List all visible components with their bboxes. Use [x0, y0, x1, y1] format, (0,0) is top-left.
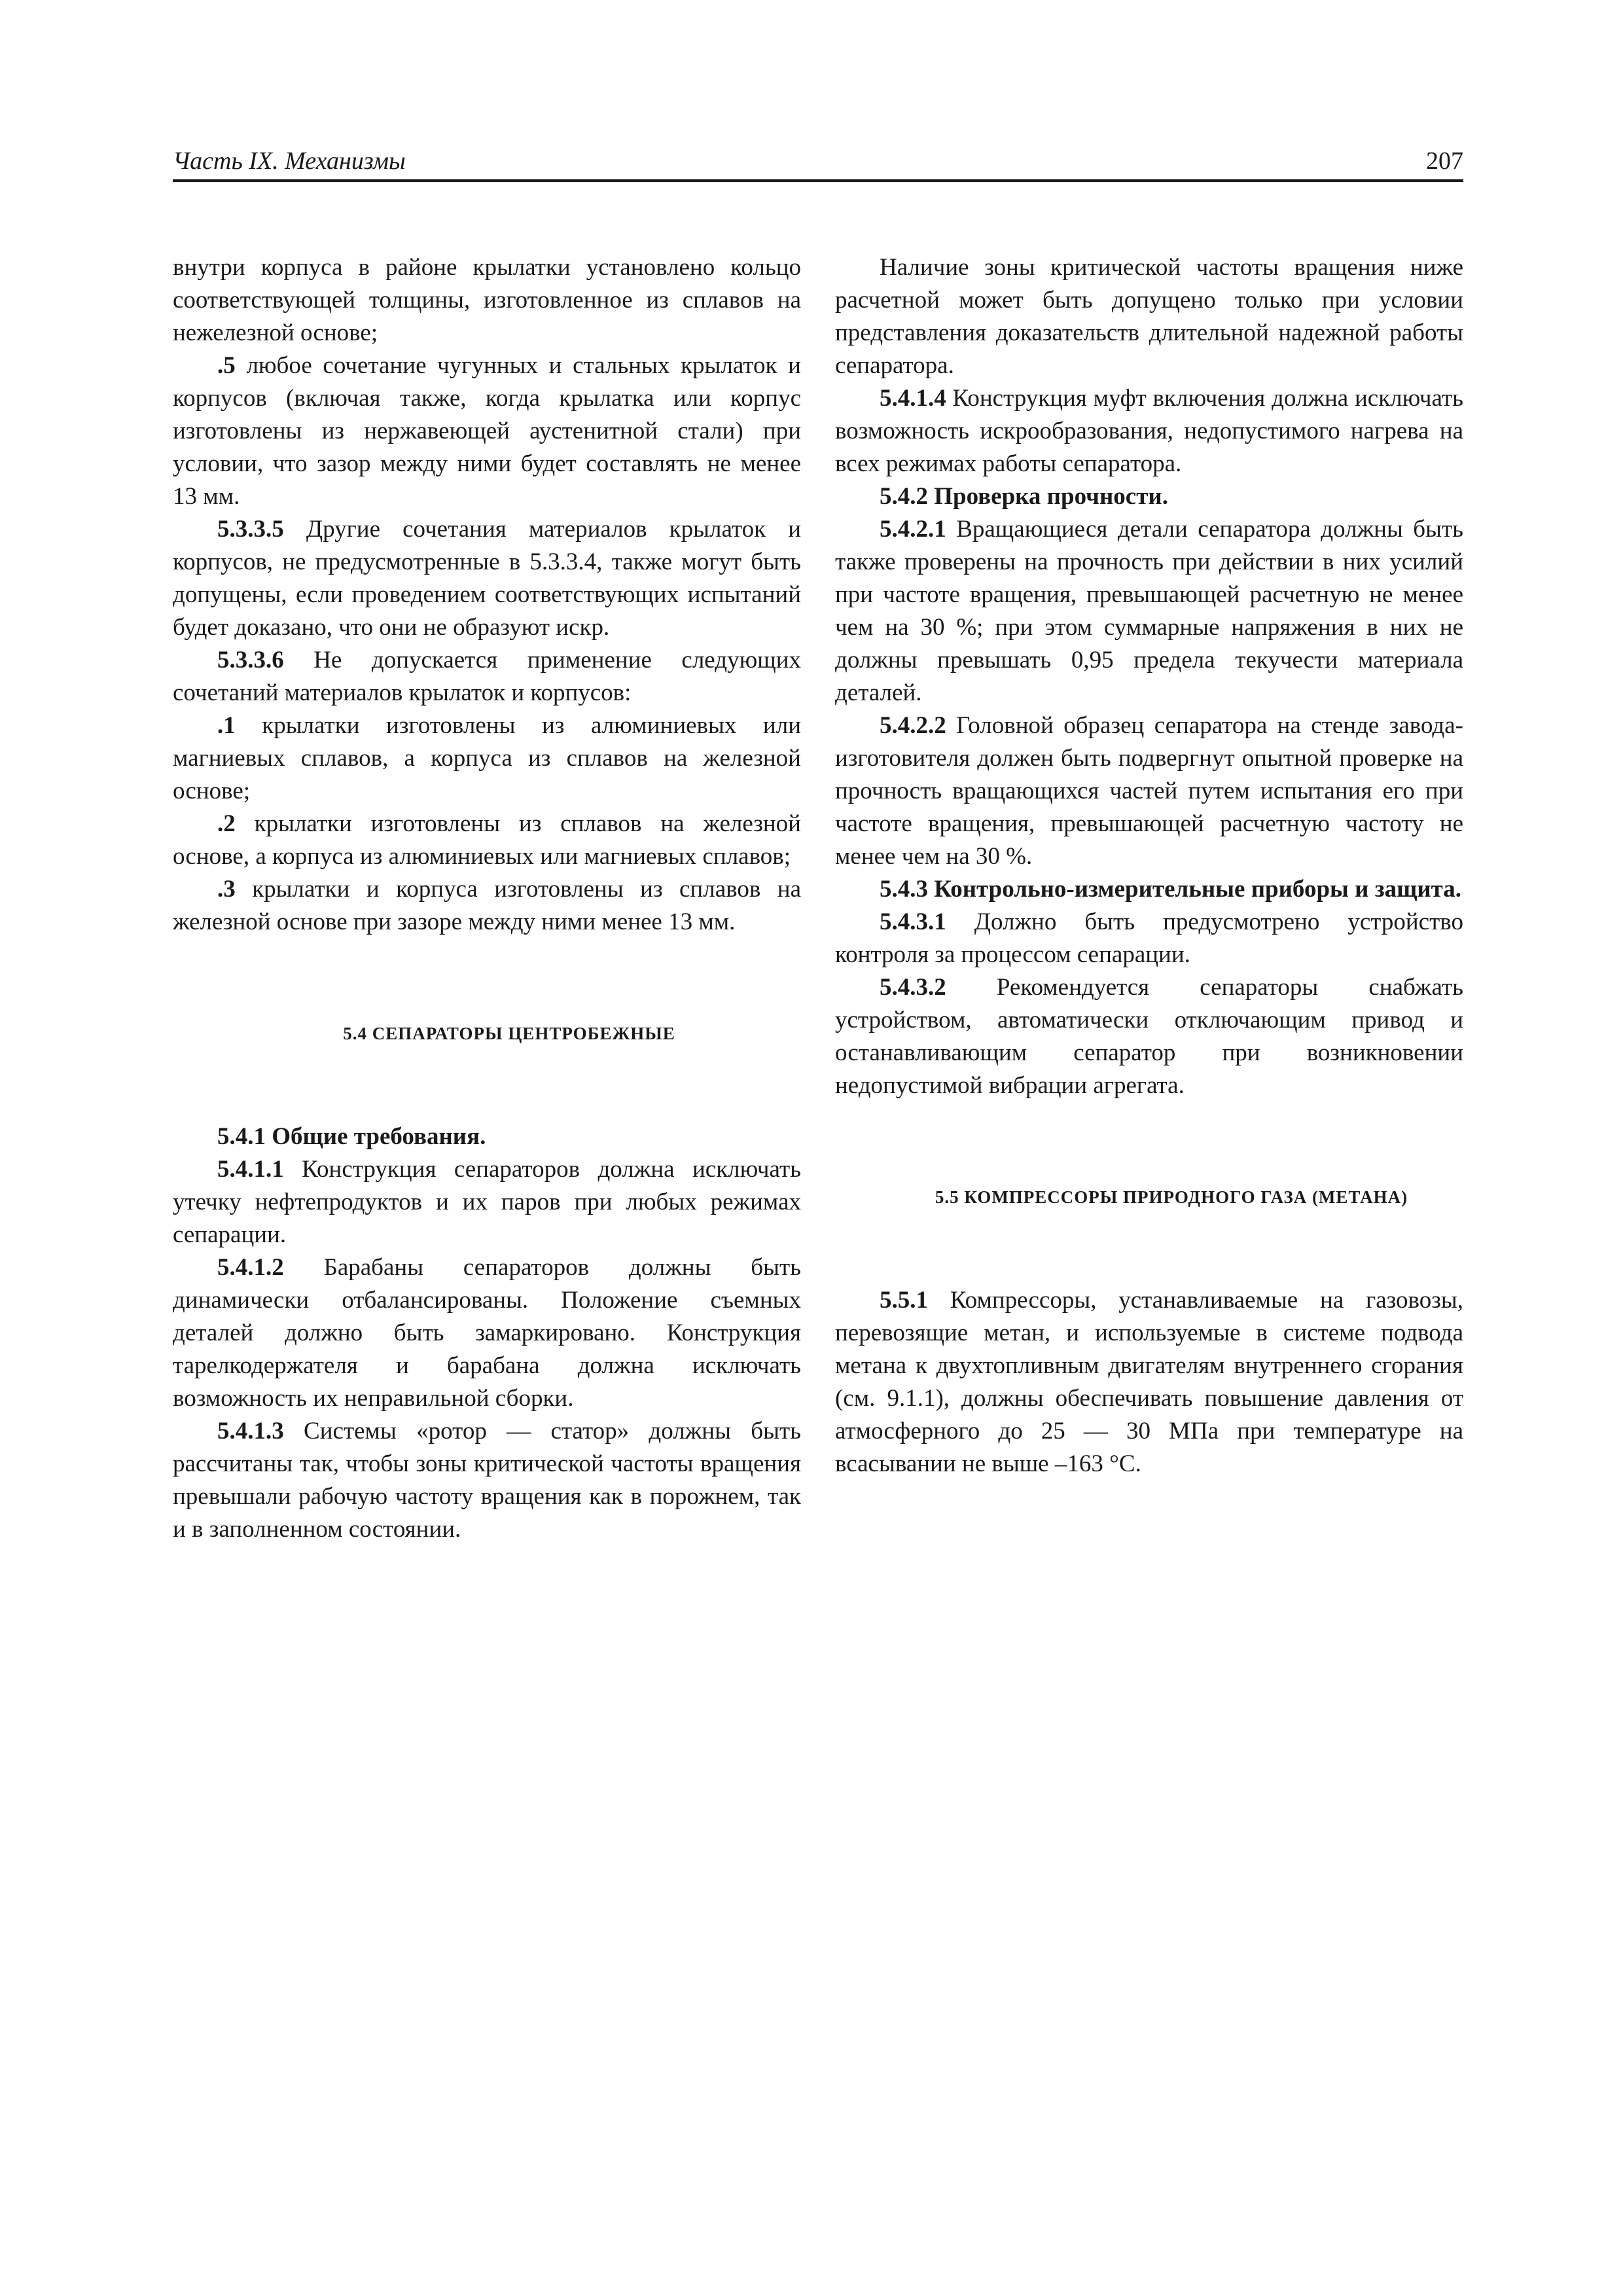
paragraph: .3 крылатки и корпуса изготовлены из сплавов на железной основе при зазоре между ними менее 13 мм. [173, 876, 801, 935]
paragraph: 5.4.1.4 Конструкция муфт включения должна исключать возможность искрообразования, недопустимого нагрева на всех режимах работы сепаратора. [835, 385, 1463, 477]
running-title: Часть IX. Механизмы [173, 147, 406, 175]
clause-number: 5.4.1.2 [217, 1254, 284, 1281]
spacer [173, 939, 801, 1017]
subsection-heading: 5.4.2 Проверка прочности. [880, 483, 1168, 510]
clause-number: .2 [217, 810, 236, 837]
clause-number: .5 [217, 352, 236, 379]
page-number: 207 [1426, 147, 1463, 175]
paragraph: .1 крылатки изготовлены из алюминиевых или магниевых сплавов, а корпуса из сплавов на железной основе; [173, 712, 801, 804]
paragraph: внутри корпуса в районе крылатки установлено кольцо соответствующей толщины, изготовленное из сплавов на нежелезной основе; [173, 254, 801, 346]
section-title: 5.4 СЕПАРАТОРЫ ЦЕНТРОБЕЖНЫЕ [343, 1024, 675, 1043]
clause-number: 5.4.3.2 [880, 974, 946, 1001]
paragraph: 5.5.1 Компрессоры, устанавливаемые на газовозы, перевозящие метан, и используемые в системе подвода метана к двухтопливным двигателям внутреннего сгорания (см. 9.1.1), должны обеспечивать повышение давления от атмосферного до 25 — 30 МПа при температуре на всасывании не выше –163 °С. [835, 1287, 1463, 1477]
spacer [835, 1102, 1463, 1181]
paragraph: 5.4.1.1 Конструкция сепараторов должна исключать утечку нефтепродуктов и их паров при любых режимах сепарации. [173, 1156, 801, 1248]
clause-number: 5.5.1 [880, 1287, 928, 1314]
paragraph: .2 крылатки изготовлены из сплавов на железной основе, а корпуса из алюминиевых или магниевых сплавов; [173, 810, 801, 870]
page-header [173, 140, 1463, 182]
paragraph: 5.4.3.1 Должно быть предусмотрено устройство контроля за процессом сепарации. [835, 908, 1463, 968]
section-title: 5.5 КОМПРЕССОРЫ ПРИРОДНОГО ГАЗА (МЕТАНА) [935, 1187, 1408, 1207]
clause-number: 5.4.1.3 [217, 1418, 284, 1444]
clause-number: 5.4.2.1 [880, 516, 946, 543]
clause-number: 5.4.1.4 [880, 385, 946, 412]
clause-number: 5.4.2.2 [880, 712, 946, 739]
paragraph: 5.4.2.2 Головной образец сепаратора на стенде завода-изготовителя должен быть подвергнут опытной проверке на прочность вращающихся частей путем испытания его при частоте вращения, превышающей расчетную частоту не менее чем на 30 %. [835, 712, 1463, 870]
paragraph: 5.4.3.2 Рекомендуется сепараторы снабжать устройством, автоматически отключающим привод и останавливающим сепаратор при возникновении недопустимой вибрации агрегата. [835, 974, 1463, 1099]
paragraph: 5.3.3.5 Другие сочетания материалов крылаток и корпусов, не предусмотренные в 5.3.3.4, также могут быть допущены, если проведением соответствующих испытаний будет доказано, что они не образуют искр. [173, 516, 801, 641]
clause-number: .3 [217, 876, 236, 903]
clause-number: .1 [217, 712, 236, 739]
subsection-heading: 5.4.3 Контрольно-измерительные приборы и защита. [880, 876, 1462, 903]
subsection-heading: 5.4.1 Общие требования. [217, 1123, 486, 1150]
spacer [173, 1050, 801, 1121]
spacer [835, 1213, 1463, 1284]
paragraph: 5.4.1.3 Системы «ротор — статор» должны быть рассчитаны так, чтобы зоны критической частоты вращения превышали рабочую частоту вращения как в порожнем, так и в заполненном состоянии. [173, 1418, 801, 1543]
clause-number: 5.4.1.1 [217, 1156, 284, 1183]
clause-number: 5.3.3.5 [217, 516, 284, 543]
clause-number: 5.4.3.1 [880, 908, 946, 935]
clause-number: 5.3.3.6 [217, 647, 284, 673]
paragraph: Наличие зоны критической частоты вращения ниже расчетной может быть допущено только при условии представления доказательств длительной надежной работы сепаратора. [835, 254, 1463, 379]
right-column [835, 251, 1463, 1480]
paragraph: 5.4.1.2 Барабаны сепараторов должны быть динамически отбалансированы. Положение съемных деталей должно быть замаркировано. Конструкция тарелкодержателя и барабана должна исключать возможность их неправильной сборки. [173, 1254, 801, 1412]
left-column [173, 251, 801, 1546]
paragraph: .5 любое сочетание чугунных и стальных крылаток и корпусов (включая также, когда крылатка или корпус изготовлены из нержавеющей аустенитной стали) при условии, что зазор между ними будет составлять не менее 13 мм. [173, 352, 801, 510]
paragraph: 5.4.2.1 Вращающиеся детали сепаратора должны быть также проверены на прочность при действии в них усилий при частоте вращения, превышающей расчетную не менее чем на 30 %; при этом суммарные напряжения в них не должны превышать 0,95 предела текучести материала деталей. [835, 516, 1463, 706]
paragraph: 5.3.3.6 Не допускается применение следующих сочетаний материалов крылаток и корпусов: [173, 647, 801, 706]
